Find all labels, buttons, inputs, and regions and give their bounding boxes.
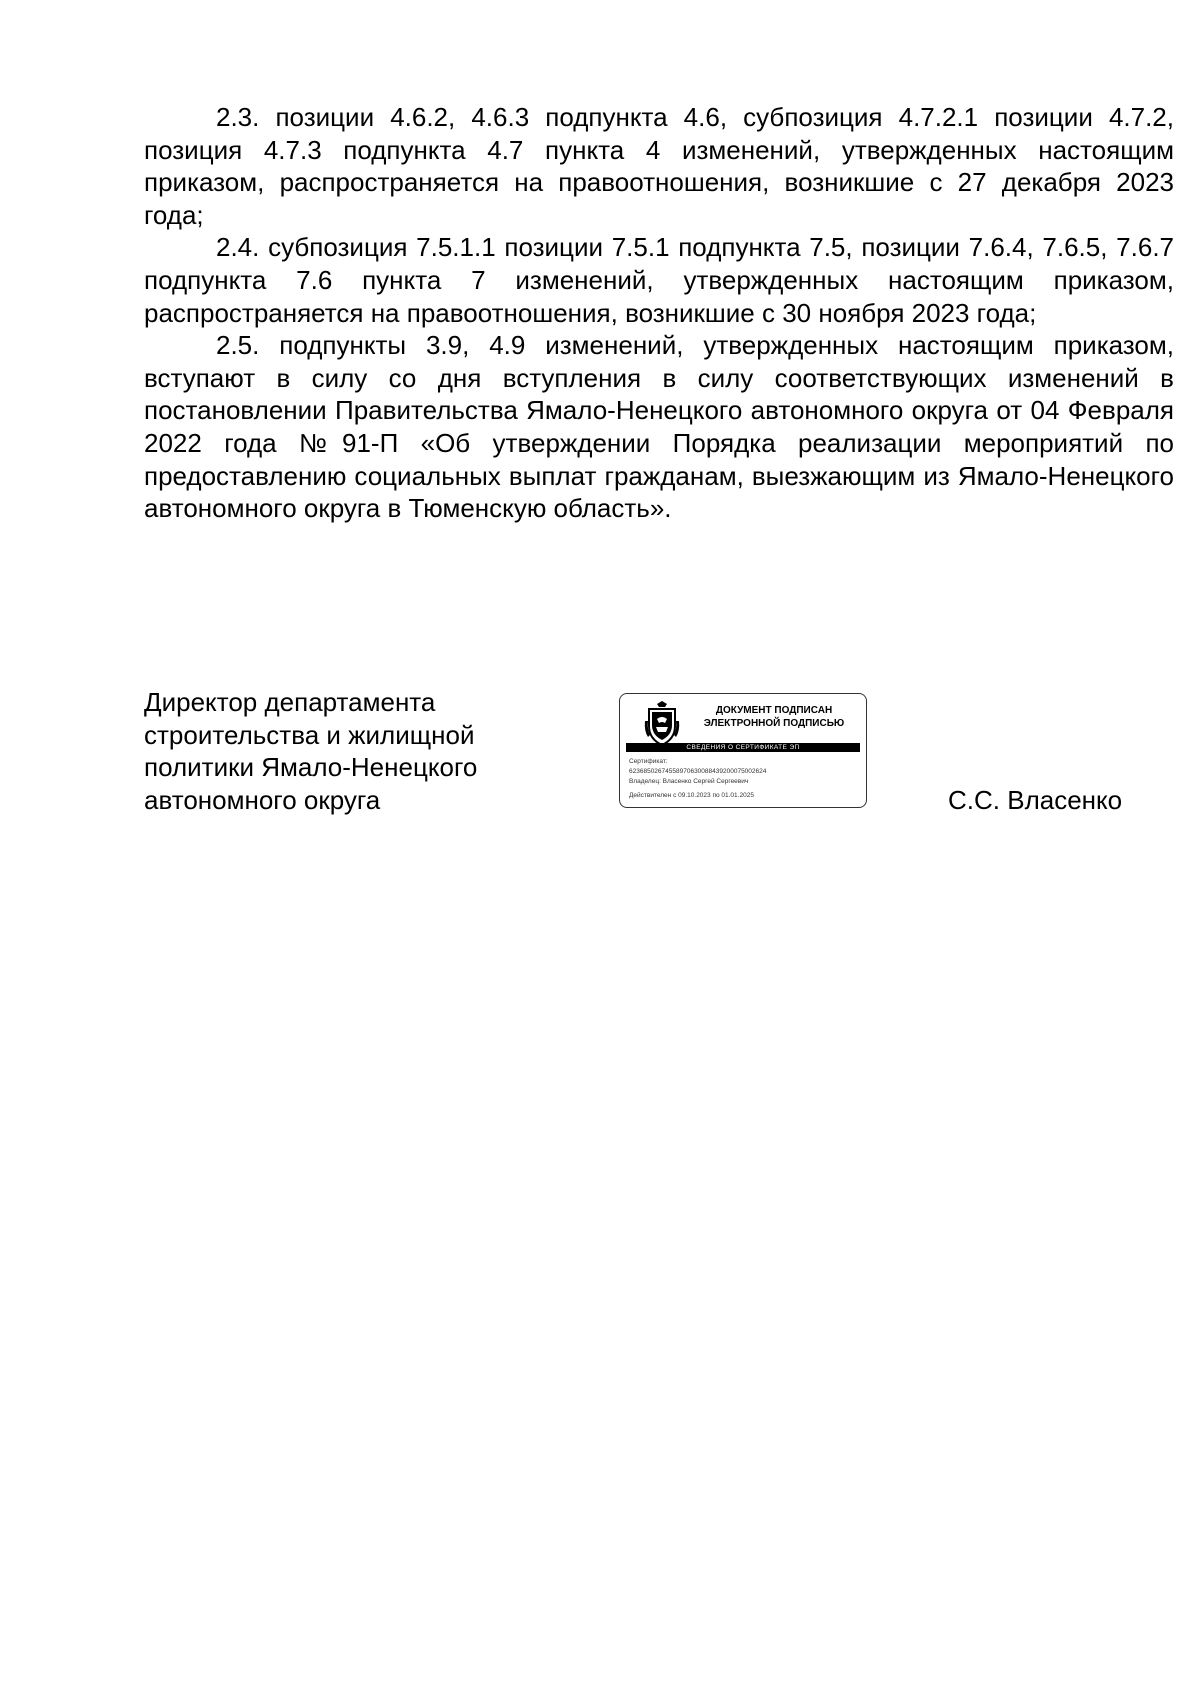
stamp-cert-number: 62368502674558970630088439200075002624 (629, 768, 767, 775)
signatory-position (144, 686, 544, 816)
signatory-position-line: Директор департамента (144, 687, 436, 717)
paragraph-2-3: 2.3. позиции 4.6.2, 4.6.3 подпункта 4.6, субпозиция 4.7.2.1 позиции 4.7.2, позиция 4.7.3 подпункта 4.7 пункта 4 изменений, утвержденных настоящим приказом, распространяется на правоотношения, возникшие с 27 декабря 2023 года; (144, 102, 1174, 230)
stamp-validity: Действителен с 09.10.2023 по 01.01.2025 (629, 792, 754, 799)
coat-of-arms-emblem-icon (644, 701, 680, 747)
paragraph-2-5: 2.5. подпункты 3.9, 4.9 изменений, утвержденных настоящим приказом, вступают в силу со дня вступления в силу соответствующих изменений в постановлении Правительства Ямало-Ненецкого автономного округа от 04 Февраля 2022 года №91-П «Об утверждении Порядка реализации мероприятий по предоставлению социальных выплат гражданам, выезжающим из Ямало-Ненецкого автономного округа в Тюменскую область». (144, 330, 1174, 524)
document-body (144, 101, 1174, 525)
signatory-position-line: политики Ямало-Ненецкого (144, 752, 478, 782)
signatory-position-line: строительства и жилищной (144, 719, 475, 750)
paragraph-2-4: 2.4. субпозиция 7.5.1.1 позиции 7.5.1 подпункта 7.5, позиции 7.6.4, 7.6.5, 7.6.7 подпункта 7.6 пункта 7 изменений, утвержденных настоящим приказом, распространяется на правоотношения, возникшие с 30 ноября 2023 года; (144, 232, 1174, 328)
signatory-name: С.С. Власенко (948, 785, 1123, 815)
stamp-certificate-header: СВЕДЕНИЯ О СЕРТИФИКАТЕ ЭП (626, 743, 860, 752)
stamp-cert-label: Сертификат: (629, 758, 668, 765)
signatory-position-line: автономного округа (144, 784, 381, 815)
stamp-title: ДОКУМЕНТ ПОДПИСАН ЭЛЕКТРОННОЙ ПОДПИСЬЮ (703, 705, 845, 729)
electronic-signature-stamp (619, 693, 867, 808)
stamp-owner: Владелец: Власенко Сергей Сергеевич (629, 778, 749, 785)
